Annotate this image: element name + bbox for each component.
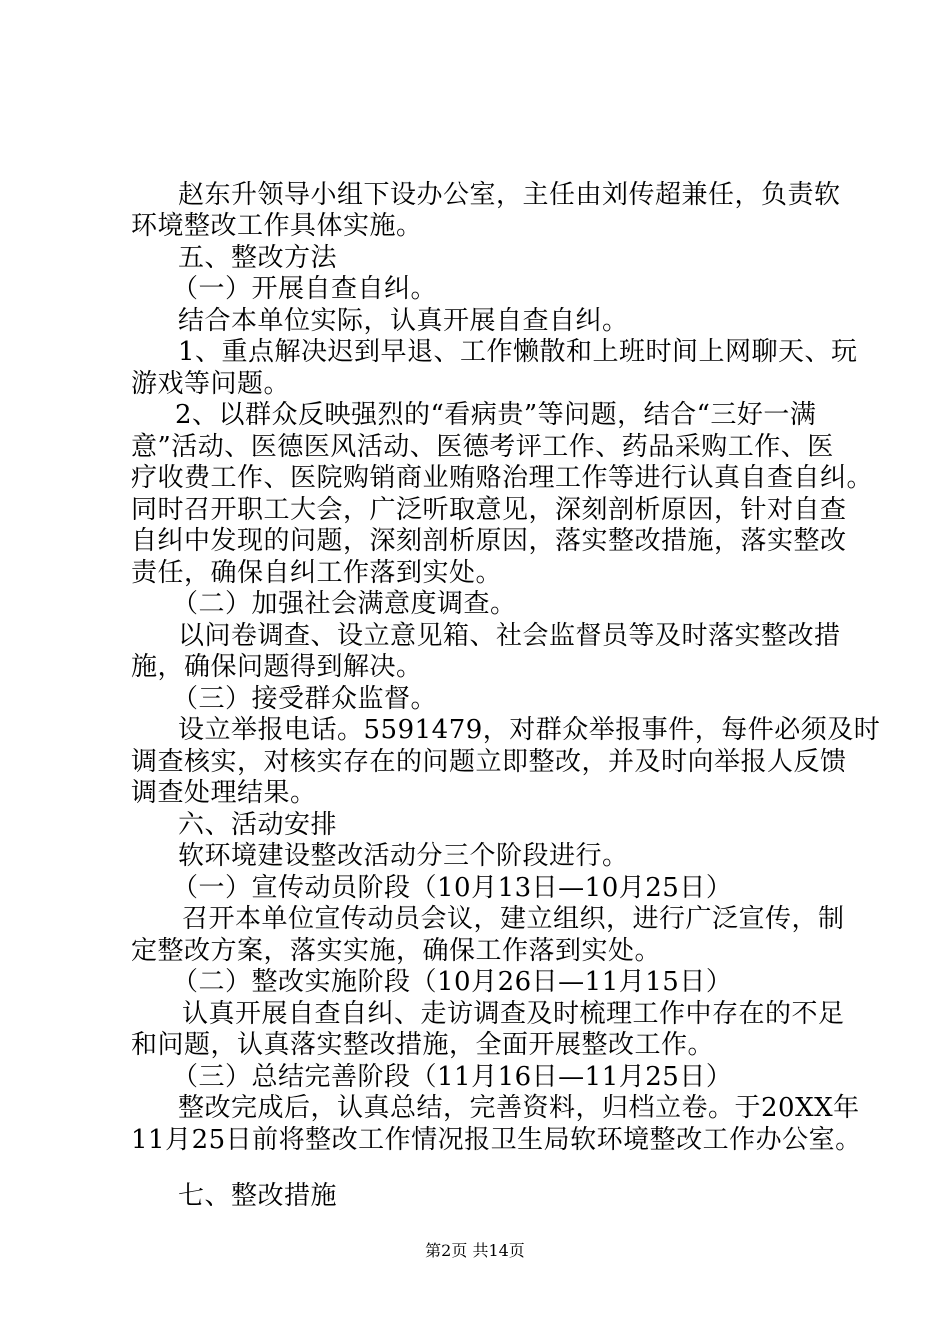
paragraph-line: 施，确保问题得到解决。 bbox=[131, 652, 423, 682]
subsection-heading: （一）开展自查自纠。 bbox=[172, 274, 438, 304]
paragraph-line: 同时召开职工大会，广泛听取意见，深刻剖析原因，针对自查 bbox=[131, 495, 847, 525]
paragraph-line: 赵东升领导小组下设办公室，主任由刘传超兼任，负责软 bbox=[178, 180, 841, 210]
paragraph-line: 认真开展自查自纠、走访调查及时梳理工作中存在的不足 bbox=[182, 999, 845, 1029]
paragraph-line: 1、重点解决迟到早退、工作懒散和上班时间上网聊天、玩 bbox=[178, 337, 858, 367]
paragraph-line: 结合本单位实际，认真开展自查自纠。 bbox=[178, 306, 629, 336]
paragraph-line: 整改完成后，认真总结，完善资料，归档立卷。于20XX年 bbox=[178, 1093, 860, 1123]
subsection-heading: （一）宣传动员阶段（10月13日—10月25日） bbox=[172, 873, 733, 903]
paragraph-line: 责任，确保自纠工作落到实处。 bbox=[131, 558, 503, 588]
paragraph-line: 以问卷调查、设立意见箱、社会监督员等及时落实整改措 bbox=[178, 621, 841, 651]
page-number-footer: 第2页 共14页 bbox=[425, 1241, 525, 1260]
paragraph-line: 定整改方案，落实实施，确保工作落到实处。 bbox=[131, 936, 662, 966]
paragraph-line: 软环境建设整改活动分三个阶段进行。 bbox=[178, 841, 629, 871]
subsection-heading: （二）加强社会满意度调查。 bbox=[172, 589, 517, 619]
paragraph-line: 召开本单位宣传动员会议，建立组织，进行广泛宣传，制 bbox=[182, 904, 845, 934]
paragraph-line: 调查核实，对核实存在的问题立即整改，并及时向举报人反馈 bbox=[131, 747, 847, 777]
subsection-heading: （三）总结完善阶段（11月16日—11月25日） bbox=[172, 1062, 733, 1092]
paragraph-line: 游戏等问题。 bbox=[131, 369, 291, 399]
paragraph-line: 调查处理结果。 bbox=[131, 778, 317, 808]
section-heading: 七、整改措施 bbox=[178, 1181, 338, 1211]
paragraph-line: 自纠中发现的问题，深刻剖析原因，落实整改措施，落实整改 bbox=[131, 526, 847, 556]
section-heading: 五、整改方法 bbox=[178, 243, 338, 273]
paragraph-line: 意”活动、医德医风活动、医德考评工作、药品采购工作、医 bbox=[131, 432, 834, 462]
paragraph-line: 疗收费工作、医院购销商业贿赂治理工作等进行认真自查自纠。 bbox=[131, 463, 874, 493]
paragraph-line: 和问题，认真落实整改措施，全面开展整改工作。 bbox=[131, 1030, 715, 1060]
paragraph-line: 2、以群众反映强烈的“看病贵”等问题，结合“三好一满 bbox=[175, 400, 817, 430]
paragraph-line: 设立举报电话。5591479，对群众举报事件，每件必须及时 bbox=[178, 715, 881, 745]
paragraph-line: 11月25日前将整改工作情况报卫生局软环境整改工作办公室。 bbox=[131, 1125, 862, 1155]
section-heading: 六、活动安排 bbox=[178, 810, 338, 840]
subsection-heading: （二）整改实施阶段（10月26日—11月15日） bbox=[172, 967, 733, 997]
paragraph-line: 环境整改工作具体实施。 bbox=[131, 211, 423, 241]
subsection-heading: （三）接受群众监督。 bbox=[172, 684, 438, 714]
